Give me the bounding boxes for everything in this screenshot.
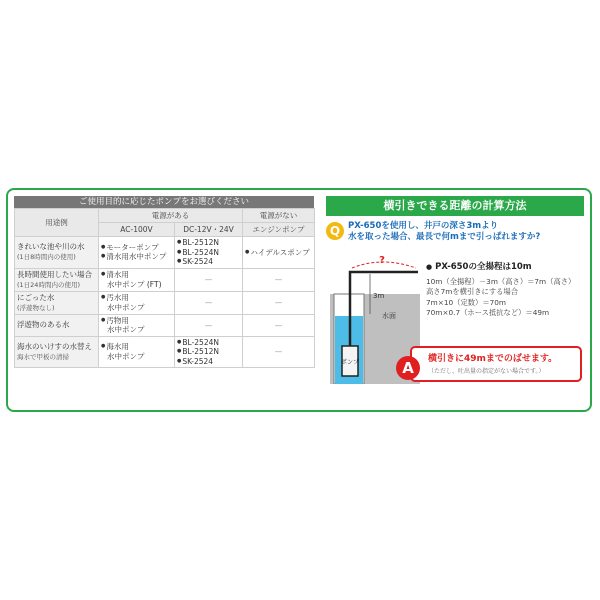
info-card (6, 188, 592, 412)
question-text (348, 221, 584, 243)
table-row (15, 237, 315, 269)
ac-cell (99, 237, 175, 269)
use-cell (15, 336, 99, 368)
table-row (15, 336, 315, 368)
pump-table (14, 208, 315, 368)
total-head-line: ● PX-650の全揚程は10m (426, 262, 584, 273)
use-sublabel: (浮遊物なし) (17, 303, 55, 312)
table-title: ご使用目的に応じたポンプをお選びください (14, 196, 314, 208)
pump-name: ● BL-2512N (177, 347, 240, 357)
table-row (15, 268, 315, 291)
pump-selection-table (14, 196, 314, 368)
pump-name: ● 汚水用 (101, 293, 172, 303)
pump-name: ● ハイデルスポンプ (245, 248, 312, 258)
table-row (15, 291, 315, 314)
use-label: にごった水 (17, 292, 55, 302)
calc-line-1: 10m（全揚程）－3m（高さ）＝7m（高さ） (426, 276, 576, 286)
col-use: 用途例 (15, 209, 99, 237)
ac-cell (99, 314, 175, 336)
use-sublabel: (1日8時間内の使用) (17, 253, 76, 262)
calc-lines (426, 262, 584, 319)
pump-name: ● SK-2524 (177, 357, 240, 367)
ac-cell (99, 336, 175, 368)
table-row (15, 314, 315, 336)
pump-label: ポンプ (340, 359, 360, 366)
pump-name: ● BL-2524N (177, 248, 240, 258)
calc-title: 横引きできる距離の計算方法 (326, 196, 584, 216)
dc-cell (175, 237, 243, 269)
use-label: 長時間使用したい場合 (17, 269, 92, 279)
calc-line-3: 7m×10（定数）＝70m (426, 297, 507, 307)
col-power-yes: 電源がある (99, 209, 243, 223)
use-sublabel: 海水で甲板の清掃 (17, 352, 69, 361)
calc-panel (326, 196, 584, 406)
pump-name: ● 汚物用 (101, 316, 172, 326)
pump-name: 水中ポンプ (107, 302, 145, 312)
a-badge-icon: A (396, 356, 420, 380)
use-cell (15, 237, 99, 269)
use-sublabel: (1日24時間内の使用) (17, 280, 80, 289)
use-cell (15, 268, 99, 291)
answer-box (410, 346, 582, 382)
use-cell (15, 291, 99, 314)
col-engine: エンジンポンプ (243, 223, 315, 237)
water-surface-label: 水面 (382, 312, 396, 320)
pump-name: 水中ポンプ (107, 325, 145, 334)
engine-cell (243, 237, 315, 269)
col-power-no: 電源がない (243, 209, 315, 223)
dc-cell (175, 336, 243, 368)
pump-name: ● BL-2524N (177, 338, 240, 348)
dc-cell: — (175, 314, 243, 336)
engine-cell: — (243, 314, 315, 336)
question-mark: ? (379, 255, 385, 266)
answer-text: 横引きに49mまでのばせます。 (428, 354, 558, 364)
col-ac: AC-100V (99, 223, 175, 237)
ac-cell (99, 268, 175, 291)
use-label: きれいな池や川の水 (17, 242, 85, 252)
col-dc: DC-12V・24V (175, 223, 243, 237)
use-label: 海水のいけすの水替え (17, 341, 92, 351)
dc-cell: — (175, 291, 243, 314)
pump-name: ● SK-2524 (177, 257, 240, 267)
use-label: 浮遊物のある水 (17, 320, 70, 329)
pump-name: ● 清水用 (101, 270, 172, 280)
pump-name: ● 海水用 (101, 342, 172, 352)
engine-cell: — (243, 336, 315, 368)
calc-line-4: 70m×0.7（ホース抵抗など）＝49m (426, 308, 550, 317)
use-cell (15, 314, 99, 336)
engine-cell: — (243, 291, 315, 314)
ac-cell (99, 291, 175, 314)
engine-cell: — (243, 268, 315, 291)
depth-label: 3m (373, 292, 385, 300)
calc-line-2: 高さ7mを横引きにする場合 (426, 287, 519, 296)
dc-cell: — (175, 268, 243, 291)
pump-name: ● 清水用水中ポンプ (101, 252, 172, 262)
pump-name: ● BL-2512N (177, 238, 240, 248)
pump-name: ● モーターポンプ (101, 243, 172, 253)
q-badge-icon: Q (326, 222, 344, 240)
question-line-2: 水を取った場合、最長で何mまで引っぱれますか? (348, 232, 541, 242)
question-line-1: PX-650を使用し、井戸の深さ3mより (348, 221, 499, 231)
pump-name: 水中ポンプ (107, 351, 145, 361)
pump-name: 水中ポンプ (FT) (107, 279, 162, 289)
answer-note: （ただし、吐出量の指定がない場合です。） (428, 368, 545, 375)
